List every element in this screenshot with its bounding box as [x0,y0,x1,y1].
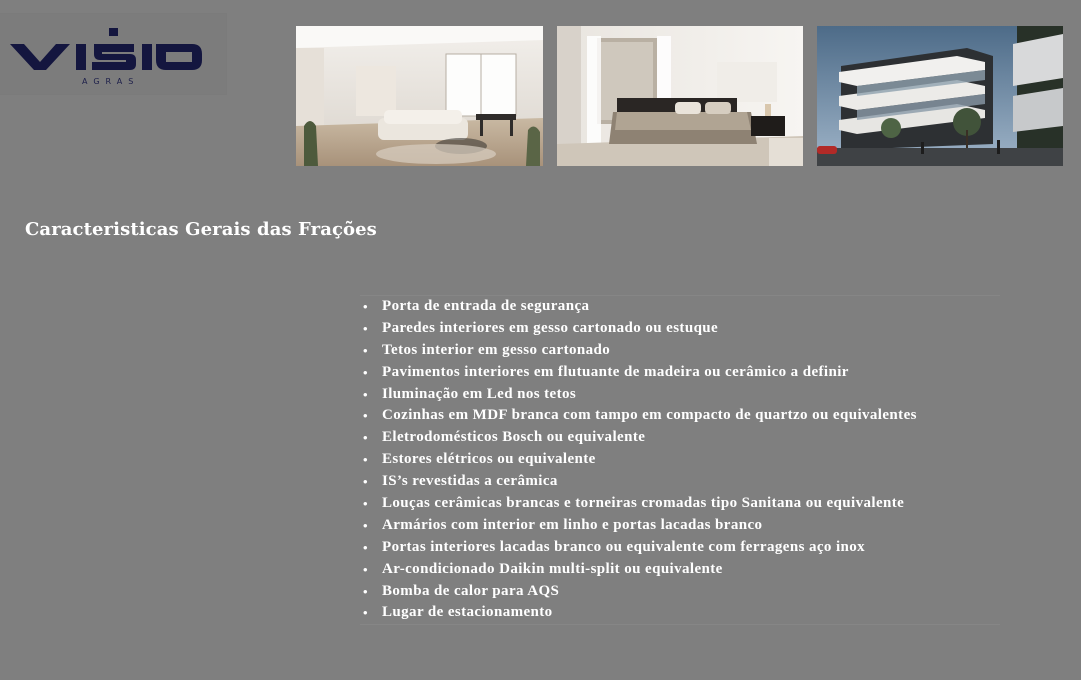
bullet-icon: • [363,342,368,358]
vision-logo[interactable] [0,14,226,94]
bullet-icon: • [363,561,368,577]
list-item: • Lugar de estacionamento [360,602,1000,624]
bedroom-image [557,26,803,166]
section-title: Caracteristicas Gerais das Frações [25,219,377,240]
list-item: • Ar-condicionado Daikin multi-split ou equivalente [360,559,1000,581]
logo-tagline: AGRAS [82,77,140,86]
list-item: • Louças cerâmicas brancas e torneiras cromadas tipo Sanitana ou equivalente [360,493,1000,515]
bullet-icon: • [363,364,368,380]
bullet-icon: • [363,517,368,533]
list-item: • IS’s revestidas a cerâmica [360,471,1000,493]
list-item: • Armários com interior em linho e portas lacadas branco [360,515,1000,537]
bullet-icon: • [363,430,368,446]
building-image [817,26,1063,166]
photo-living-room [296,26,543,166]
bullet-icon: • [363,299,368,314]
features-list [360,295,1000,625]
vision-logo-mark [10,24,210,86]
list-item: • Bomba de calor para AQS [360,581,1000,603]
bullet-icon: • [363,408,368,424]
list-item: • Portas interiores lacadas branco ou equivalente com ferragens aço inox [360,537,1000,559]
list-item: • Cozinhas em MDF branca com tampo em compacto de quartzo ou equivalentes [360,405,1000,427]
bullet-icon: • [363,452,368,468]
list-item: • Tetos interior em gesso cartonado [360,340,1000,362]
living-room-image [296,26,543,166]
bullet-icon: • [363,539,368,555]
list-item: • Paredes interiores em gesso cartonado ou estuque [360,318,1000,340]
list-item: • Pavimentos interiores em flutuante de madeira ou cerâmico a definir [360,362,1000,384]
list-item: • Estores elétricos ou equivalente [360,449,1000,471]
bullet-icon: • [363,496,368,512]
bullet-icon: • [363,583,368,599]
photo-building-exterior [817,26,1063,166]
bullet-icon: • [363,386,368,402]
bullet-icon: • [363,605,368,621]
bullet-icon: • [363,474,368,490]
list-item: • Iluminação em Led nos tetos [360,384,1000,406]
photo-bedroom [557,26,803,166]
list-item: • Porta de entrada de segurança [360,296,1000,318]
bullet-icon: • [363,320,368,336]
list-item: • Eletrodomésticos Bosch ou equivalente [360,427,1000,449]
